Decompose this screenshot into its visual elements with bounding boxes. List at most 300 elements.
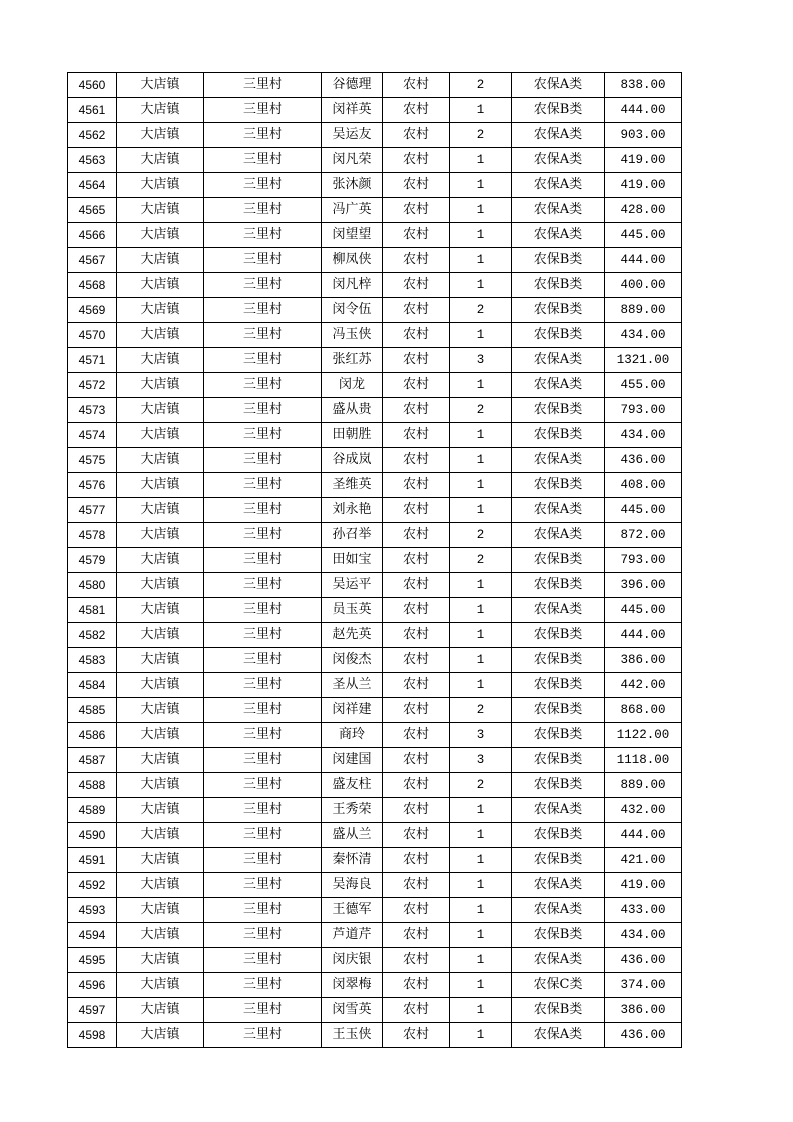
household-size-cell: 3: [450, 723, 512, 748]
name-cell: 圣从兰: [322, 673, 383, 698]
amount-cell: 436.00: [605, 1023, 682, 1048]
area-type-cell: 农村: [383, 398, 450, 423]
area-type-cell: 农村: [383, 348, 450, 373]
household-size-cell: 1: [450, 98, 512, 123]
amount-cell: 400.00: [605, 273, 682, 298]
amount-cell: 444.00: [605, 623, 682, 648]
household-size-cell: 1: [450, 273, 512, 298]
insurance-category-cell: 农保A类: [512, 898, 605, 923]
area-type-cell: 农村: [383, 73, 450, 98]
table-row: [68, 748, 682, 773]
table-row: [68, 473, 682, 498]
beneficiary-table: [67, 72, 682, 1048]
row-id-cell: 4565: [68, 198, 117, 223]
row-id-cell: 4564: [68, 173, 117, 198]
name-cell: 王德军: [322, 898, 383, 923]
table-row: [68, 173, 682, 198]
row-id-cell: 4591: [68, 848, 117, 873]
town-cell: 大店镇: [117, 698, 204, 723]
town-cell: 大店镇: [117, 398, 204, 423]
name-cell: 冯玉侠: [322, 323, 383, 348]
table-row: [68, 648, 682, 673]
row-id-cell: 4575: [68, 448, 117, 473]
name-cell: 闵凡荣: [322, 148, 383, 173]
amount-cell: 434.00: [605, 323, 682, 348]
table-row: [68, 148, 682, 173]
row-id-cell: 4585: [68, 698, 117, 723]
name-cell: 王秀荣: [322, 798, 383, 823]
name-cell: 芦道芹: [322, 923, 383, 948]
village-cell: 三里村: [204, 548, 322, 573]
row-id-cell: 4590: [68, 823, 117, 848]
town-cell: 大店镇: [117, 873, 204, 898]
household-size-cell: 1: [450, 623, 512, 648]
insurance-category-cell: 农保A类: [512, 348, 605, 373]
table-row: [68, 223, 682, 248]
row-id-cell: 4579: [68, 548, 117, 573]
amount-cell: 436.00: [605, 448, 682, 473]
household-size-cell: 1: [450, 598, 512, 623]
name-cell: 员玉英: [322, 598, 383, 623]
name-cell: 张红苏: [322, 348, 383, 373]
household-size-cell: 1: [450, 573, 512, 598]
town-cell: 大店镇: [117, 448, 204, 473]
row-id-cell: 4577: [68, 498, 117, 523]
town-cell: 大店镇: [117, 498, 204, 523]
name-cell: 商玲: [322, 723, 383, 748]
village-cell: 三里村: [204, 123, 322, 148]
town-cell: 大店镇: [117, 1023, 204, 1048]
household-size-cell: 1: [450, 948, 512, 973]
area-type-cell: 农村: [383, 423, 450, 448]
row-id-cell: 4593: [68, 898, 117, 923]
town-cell: 大店镇: [117, 73, 204, 98]
village-cell: 三里村: [204, 373, 322, 398]
amount-cell: 889.00: [605, 773, 682, 798]
village-cell: 三里村: [204, 748, 322, 773]
town-cell: 大店镇: [117, 223, 204, 248]
name-cell: 吴运友: [322, 123, 383, 148]
name-cell: 谷成岚: [322, 448, 383, 473]
household-size-cell: 2: [450, 123, 512, 148]
village-cell: 三里村: [204, 298, 322, 323]
table-row: [68, 948, 682, 973]
row-id-cell: 4567: [68, 248, 117, 273]
household-size-cell: 2: [450, 773, 512, 798]
town-cell: 大店镇: [117, 173, 204, 198]
insurance-category-cell: 农保A类: [512, 1023, 605, 1048]
household-size-cell: 2: [450, 523, 512, 548]
village-cell: 三里村: [204, 948, 322, 973]
table-row: [68, 698, 682, 723]
household-size-cell: 1: [450, 973, 512, 998]
table-row: [68, 398, 682, 423]
name-cell: 闵祥建: [322, 698, 383, 723]
area-type-cell: 农村: [383, 523, 450, 548]
area-type-cell: 农村: [383, 998, 450, 1023]
name-cell: 闵俊杰: [322, 648, 383, 673]
town-cell: 大店镇: [117, 798, 204, 823]
name-cell: 王玉侠: [322, 1023, 383, 1048]
town-cell: 大店镇: [117, 148, 204, 173]
amount-cell: 1122.00: [605, 723, 682, 748]
amount-cell: 434.00: [605, 923, 682, 948]
town-cell: 大店镇: [117, 848, 204, 873]
town-cell: 大店镇: [117, 273, 204, 298]
row-id-cell: 4592: [68, 873, 117, 898]
amount-cell: 445.00: [605, 498, 682, 523]
household-size-cell: 2: [450, 698, 512, 723]
table-row: [68, 598, 682, 623]
town-cell: 大店镇: [117, 773, 204, 798]
town-cell: 大店镇: [117, 623, 204, 648]
insurance-category-cell: 农保B类: [512, 998, 605, 1023]
table-row: [68, 523, 682, 548]
household-size-cell: 3: [450, 748, 512, 773]
table-row: [68, 423, 682, 448]
village-cell: 三里村: [204, 873, 322, 898]
area-type-cell: 农村: [383, 448, 450, 473]
table-row: [68, 923, 682, 948]
amount-cell: 872.00: [605, 523, 682, 548]
household-size-cell: 1: [450, 173, 512, 198]
household-size-cell: 1: [450, 823, 512, 848]
village-cell: 三里村: [204, 398, 322, 423]
insurance-category-cell: 农保A类: [512, 948, 605, 973]
village-cell: 三里村: [204, 573, 322, 598]
household-size-cell: 1: [450, 648, 512, 673]
name-cell: 刘永艳: [322, 498, 383, 523]
amount-cell: 374.00: [605, 973, 682, 998]
area-type-cell: 农村: [383, 298, 450, 323]
name-cell: 闵建国: [322, 748, 383, 773]
village-cell: 三里村: [204, 698, 322, 723]
household-size-cell: 1: [450, 848, 512, 873]
village-cell: 三里村: [204, 723, 322, 748]
amount-cell: 903.00: [605, 123, 682, 148]
town-cell: 大店镇: [117, 573, 204, 598]
household-size-cell: 1: [450, 998, 512, 1023]
row-id-cell: 4560: [68, 73, 117, 98]
name-cell: 赵先英: [322, 623, 383, 648]
insurance-category-cell: 农保B类: [512, 773, 605, 798]
town-cell: 大店镇: [117, 973, 204, 998]
name-cell: 盛从贵: [322, 398, 383, 423]
village-cell: 三里村: [204, 448, 322, 473]
household-size-cell: 1: [450, 798, 512, 823]
table-row: [68, 323, 682, 348]
area-type-cell: 农村: [383, 373, 450, 398]
amount-cell: 838.00: [605, 73, 682, 98]
amount-cell: 444.00: [605, 248, 682, 273]
town-cell: 大店镇: [117, 998, 204, 1023]
row-id-cell: 4583: [68, 648, 117, 673]
village-cell: 三里村: [204, 73, 322, 98]
table-row: [68, 898, 682, 923]
insurance-category-cell: 农保B类: [512, 698, 605, 723]
household-size-cell: 1: [450, 323, 512, 348]
amount-cell: 419.00: [605, 173, 682, 198]
amount-cell: 432.00: [605, 798, 682, 823]
area-type-cell: 农村: [383, 873, 450, 898]
table-row: [68, 823, 682, 848]
household-size-cell: 1: [450, 673, 512, 698]
row-id-cell: 4582: [68, 623, 117, 648]
row-id-cell: 4598: [68, 1023, 117, 1048]
insurance-category-cell: 农保B类: [512, 723, 605, 748]
row-id-cell: 4561: [68, 98, 117, 123]
table-row: [68, 498, 682, 523]
household-size-cell: 2: [450, 398, 512, 423]
name-cell: 闵翠梅: [322, 973, 383, 998]
row-id-cell: 4566: [68, 223, 117, 248]
table-row: [68, 123, 682, 148]
insurance-category-cell: 农保A类: [512, 73, 605, 98]
table-row: [68, 348, 682, 373]
village-cell: 三里村: [204, 98, 322, 123]
amount-cell: 419.00: [605, 873, 682, 898]
area-type-cell: 农村: [383, 973, 450, 998]
amount-cell: 1118.00: [605, 748, 682, 773]
table-row: [68, 448, 682, 473]
household-size-cell: 1: [450, 1023, 512, 1048]
insurance-category-cell: 农保B类: [512, 923, 605, 948]
name-cell: 闵龙: [322, 373, 383, 398]
name-cell: 张沐颜: [322, 173, 383, 198]
town-cell: 大店镇: [117, 898, 204, 923]
amount-cell: 793.00: [605, 548, 682, 573]
village-cell: 三里村: [204, 523, 322, 548]
row-id-cell: 4586: [68, 723, 117, 748]
insurance-category-cell: 农保A类: [512, 798, 605, 823]
village-cell: 三里村: [204, 423, 322, 448]
village-cell: 三里村: [204, 273, 322, 298]
table-row: [68, 248, 682, 273]
amount-cell: 408.00: [605, 473, 682, 498]
insurance-category-cell: 农保A类: [512, 148, 605, 173]
name-cell: 闵雪英: [322, 998, 383, 1023]
village-cell: 三里村: [204, 973, 322, 998]
town-cell: 大店镇: [117, 348, 204, 373]
household-size-cell: 2: [450, 73, 512, 98]
town-cell: 大店镇: [117, 548, 204, 573]
area-type-cell: 农村: [383, 173, 450, 198]
town-cell: 大店镇: [117, 248, 204, 273]
row-id-cell: 4576: [68, 473, 117, 498]
table-row: [68, 998, 682, 1023]
town-cell: 大店镇: [117, 323, 204, 348]
town-cell: 大店镇: [117, 423, 204, 448]
insurance-category-cell: 农保B类: [512, 748, 605, 773]
village-cell: 三里村: [204, 248, 322, 273]
insurance-category-cell: 农保A类: [512, 598, 605, 623]
household-size-cell: 1: [450, 248, 512, 273]
amount-cell: 428.00: [605, 198, 682, 223]
amount-cell: 421.00: [605, 848, 682, 873]
row-id-cell: 4573: [68, 398, 117, 423]
row-id-cell: 4571: [68, 348, 117, 373]
town-cell: 大店镇: [117, 523, 204, 548]
amount-cell: 455.00: [605, 373, 682, 398]
name-cell: 盛友柱: [322, 773, 383, 798]
household-size-cell: 1: [450, 448, 512, 473]
amount-cell: 793.00: [605, 398, 682, 423]
village-cell: 三里村: [204, 598, 322, 623]
household-size-cell: 2: [450, 298, 512, 323]
town-cell: 大店镇: [117, 123, 204, 148]
row-id-cell: 4562: [68, 123, 117, 148]
table-row: [68, 623, 682, 648]
village-cell: 三里村: [204, 848, 322, 873]
insurance-category-cell: 农保B类: [512, 648, 605, 673]
area-type-cell: 农村: [383, 498, 450, 523]
row-id-cell: 4581: [68, 598, 117, 623]
household-size-cell: 1: [450, 373, 512, 398]
area-type-cell: 农村: [383, 548, 450, 573]
row-id-cell: 4569: [68, 298, 117, 323]
area-type-cell: 农村: [383, 323, 450, 348]
row-id-cell: 4574: [68, 423, 117, 448]
insurance-category-cell: 农保B类: [512, 848, 605, 873]
village-cell: 三里村: [204, 898, 322, 923]
row-id-cell: 4570: [68, 323, 117, 348]
village-cell: 三里村: [204, 823, 322, 848]
insurance-category-cell: 农保A类: [512, 198, 605, 223]
area-type-cell: 农村: [383, 698, 450, 723]
row-id-cell: 4595: [68, 948, 117, 973]
household-size-cell: 1: [450, 148, 512, 173]
row-id-cell: 4563: [68, 148, 117, 173]
village-cell: 三里村: [204, 923, 322, 948]
amount-cell: 396.00: [605, 573, 682, 598]
name-cell: 田如宝: [322, 548, 383, 573]
table-row: [68, 73, 682, 98]
village-cell: 三里村: [204, 148, 322, 173]
household-size-cell: 1: [450, 423, 512, 448]
row-id-cell: 4596: [68, 973, 117, 998]
town-cell: 大店镇: [117, 473, 204, 498]
town-cell: 大店镇: [117, 923, 204, 948]
amount-cell: 442.00: [605, 673, 682, 698]
town-cell: 大店镇: [117, 373, 204, 398]
household-size-cell: 1: [450, 198, 512, 223]
insurance-category-cell: 农保A类: [512, 448, 605, 473]
insurance-category-cell: 农保B类: [512, 398, 605, 423]
household-size-cell: 1: [450, 873, 512, 898]
table-row: [68, 573, 682, 598]
area-type-cell: 农村: [383, 573, 450, 598]
insurance-category-cell: 农保A类: [512, 523, 605, 548]
amount-cell: 868.00: [605, 698, 682, 723]
amount-cell: 445.00: [605, 598, 682, 623]
area-type-cell: 农村: [383, 123, 450, 148]
row-id-cell: 4587: [68, 748, 117, 773]
area-type-cell: 农村: [383, 648, 450, 673]
insurance-category-cell: 农保B类: [512, 273, 605, 298]
amount-cell: 386.00: [605, 998, 682, 1023]
village-cell: 三里村: [204, 648, 322, 673]
amount-cell: 419.00: [605, 148, 682, 173]
village-cell: 三里村: [204, 198, 322, 223]
table-row: [68, 973, 682, 998]
name-cell: 吴海良: [322, 873, 383, 898]
table-row: [68, 773, 682, 798]
insurance-category-cell: 农保A类: [512, 498, 605, 523]
name-cell: 秦怀清: [322, 848, 383, 873]
name-cell: 圣维英: [322, 473, 383, 498]
village-cell: 三里村: [204, 998, 322, 1023]
table-row: [68, 673, 682, 698]
area-type-cell: 农村: [383, 223, 450, 248]
table-row: [68, 298, 682, 323]
area-type-cell: 农村: [383, 248, 450, 273]
name-cell: 闵凡梓: [322, 273, 383, 298]
insurance-category-cell: 农保B类: [512, 673, 605, 698]
village-cell: 三里村: [204, 323, 322, 348]
insurance-category-cell: 农保B类: [512, 573, 605, 598]
insurance-category-cell: 农保A类: [512, 873, 605, 898]
name-cell: 吴运平: [322, 573, 383, 598]
town-cell: 大店镇: [117, 948, 204, 973]
table-row: [68, 723, 682, 748]
area-type-cell: 农村: [383, 598, 450, 623]
household-size-cell: 1: [450, 898, 512, 923]
town-cell: 大店镇: [117, 823, 204, 848]
table-row: [68, 273, 682, 298]
household-size-cell: 1: [450, 223, 512, 248]
row-id-cell: 4588: [68, 773, 117, 798]
row-id-cell: 4578: [68, 523, 117, 548]
area-type-cell: 农村: [383, 748, 450, 773]
area-type-cell: 农村: [383, 473, 450, 498]
amount-cell: 433.00: [605, 898, 682, 923]
area-type-cell: 农村: [383, 948, 450, 973]
amount-cell: 445.00: [605, 223, 682, 248]
insurance-category-cell: 农保B类: [512, 323, 605, 348]
row-id-cell: 4589: [68, 798, 117, 823]
household-size-cell: 1: [450, 923, 512, 948]
area-type-cell: 农村: [383, 923, 450, 948]
insurance-category-cell: 农保B类: [512, 298, 605, 323]
insurance-category-cell: 农保B类: [512, 823, 605, 848]
village-cell: 三里村: [204, 798, 322, 823]
village-cell: 三里村: [204, 623, 322, 648]
table-row: [68, 848, 682, 873]
area-type-cell: 农村: [383, 823, 450, 848]
village-cell: 三里村: [204, 223, 322, 248]
insurance-category-cell: 农保B类: [512, 473, 605, 498]
area-type-cell: 农村: [383, 1023, 450, 1048]
amount-cell: 1321.00: [605, 348, 682, 373]
village-cell: 三里村: [204, 348, 322, 373]
village-cell: 三里村: [204, 773, 322, 798]
name-cell: 闵令伍: [322, 298, 383, 323]
household-size-cell: 1: [450, 473, 512, 498]
town-cell: 大店镇: [117, 298, 204, 323]
row-id-cell: 4597: [68, 998, 117, 1023]
town-cell: 大店镇: [117, 598, 204, 623]
table-row: [68, 873, 682, 898]
amount-cell: 386.00: [605, 648, 682, 673]
table-row: [68, 98, 682, 123]
village-cell: 三里村: [204, 173, 322, 198]
area-type-cell: 农村: [383, 798, 450, 823]
insurance-category-cell: 农保B类: [512, 623, 605, 648]
row-id-cell: 4584: [68, 673, 117, 698]
area-type-cell: 农村: [383, 98, 450, 123]
area-type-cell: 农村: [383, 898, 450, 923]
row-id-cell: 4580: [68, 573, 117, 598]
